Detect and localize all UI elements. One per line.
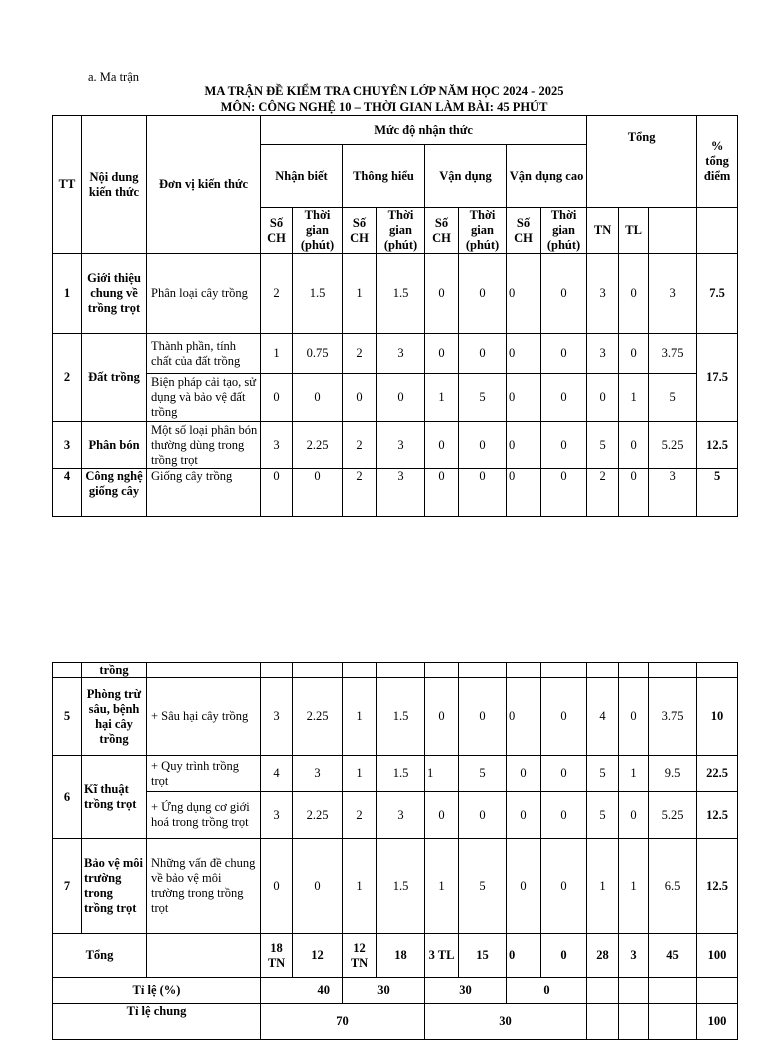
header-tg-th: Thời gian (phút) <box>377 208 425 254</box>
cell: 0 <box>619 469 649 517</box>
cell: 0 <box>541 334 587 374</box>
cell: 0 <box>261 469 293 517</box>
cell: 1 <box>343 756 377 792</box>
cell: 3 <box>293 756 343 792</box>
total-cell: 18 <box>377 934 425 978</box>
total-pct: 100 <box>697 934 738 978</box>
row-pct: 12.5 <box>697 422 738 469</box>
row-tt: 1 <box>53 254 82 334</box>
total-cell: 28 <box>587 934 619 978</box>
table-row <box>53 469 738 517</box>
cell: 2 <box>587 469 619 517</box>
cell: 2.25 <box>293 792 343 839</box>
cell: 5 <box>459 756 507 792</box>
ratio-cell: 30 <box>425 978 507 1004</box>
cell: 1 <box>425 756 459 792</box>
cell: 0 <box>459 422 507 469</box>
cell: 2 <box>343 334 377 374</box>
cell: 0 <box>541 254 587 334</box>
row-noidung-carry: trồng <box>82 663 147 678</box>
header-tg-vd: Thời gian (phút) <box>459 208 507 254</box>
cell: 3.75 <box>649 678 697 756</box>
cell: 5.25 <box>649 422 697 469</box>
cell: 3 <box>649 254 697 334</box>
row-noidung: Kĩ thuật trồng trọt <box>82 756 147 839</box>
page-title: MA TRẬN ĐỀ KIỂM TRA CHUYÊN LỚP NĂM HỌC 2024 - 2025 <box>204 84 564 98</box>
header-vandung: Vận dụng <box>425 145 507 208</box>
cell: 0 <box>541 839 587 934</box>
total-cell: 0 <box>541 934 587 978</box>
row-donvi: Một số loại phân bón thường dùng trong trồng trọt <box>147 422 261 469</box>
cell: 3 <box>587 254 619 334</box>
row-pct: 7.5 <box>697 254 738 334</box>
header-soch-vdc: Số CH <box>507 208 541 254</box>
cell: 0 <box>293 374 343 422</box>
cell: 0 <box>619 792 649 839</box>
table-row <box>53 839 738 934</box>
cell: 0 <box>459 678 507 756</box>
header-donvi: Đơn vị kiến thức <box>147 116 261 254</box>
header-tong <box>587 116 697 208</box>
cell: 2 <box>343 422 377 469</box>
row-noidung: Đất trồng <box>82 334 147 422</box>
ratio-cell: 0 <box>507 978 587 1004</box>
table-row <box>53 374 738 422</box>
total-cell: 3 TL <box>425 934 459 978</box>
cell: 0 <box>261 374 293 422</box>
cell: 2 <box>343 469 377 517</box>
row-tt: 6 <box>53 756 82 839</box>
cell: 5.25 <box>649 792 697 839</box>
cell: 1 <box>343 678 377 756</box>
cell: 1 <box>587 839 619 934</box>
cell: 4 <box>261 756 293 792</box>
cell <box>619 978 649 1004</box>
table-row <box>53 422 738 469</box>
cell: 0 <box>425 792 459 839</box>
cell: 0 <box>459 792 507 839</box>
cell: 0 <box>619 422 649 469</box>
cell: 3 <box>377 469 425 517</box>
cell <box>697 663 738 678</box>
cell: 0 <box>507 422 541 469</box>
cell: 3 <box>261 792 293 839</box>
cell: 0 <box>619 334 649 374</box>
cell: 0 <box>293 469 343 517</box>
cell <box>459 663 507 678</box>
ratio-cell: 30 <box>343 978 425 1004</box>
row-tt: 5 <box>53 678 82 756</box>
row-tt: 7 <box>53 839 82 934</box>
header-pct: % tổng điểm <box>697 116 738 208</box>
cell: 0 <box>541 374 587 422</box>
row-donvi: Thành phần, tính chất của đất trồng <box>147 334 261 374</box>
cell: 1.5 <box>377 756 425 792</box>
row-donvi: + Ứng dụng cơ giới hoá trong trồng trọt <box>147 792 261 839</box>
header-tong-label: Tổng <box>627 130 656 144</box>
total-cell: 45 <box>649 934 697 978</box>
cell <box>147 934 261 978</box>
overall-ratio-row <box>53 1004 738 1040</box>
cell: 1 <box>261 334 293 374</box>
cell: 1 <box>619 839 649 934</box>
matrix-table-part1 <box>52 115 738 517</box>
total-cell: 12 TN <box>343 934 377 978</box>
table-row <box>53 334 738 374</box>
cell <box>587 663 619 678</box>
cell <box>293 663 343 678</box>
cell: 0 <box>507 254 541 334</box>
header-tg-nb: Thời gian (phút) <box>293 208 343 254</box>
row-pct: 17.5 <box>697 334 738 422</box>
cell: 0 <box>261 839 293 934</box>
row-pct: 12.5 <box>697 792 738 839</box>
cell: 0 <box>541 469 587 517</box>
cell: 1.5 <box>293 254 343 334</box>
cell: 0 <box>541 678 587 756</box>
cell: 0 <box>507 374 541 422</box>
row-donvi: Biện pháp cải tạo, sử dụng và bảo vệ đất trồng <box>147 374 261 422</box>
header-soch-th: Số CH <box>343 208 377 254</box>
cell <box>649 663 697 678</box>
cell: 0 <box>541 792 587 839</box>
cell: 0 <box>459 469 507 517</box>
cell: 0 <box>425 422 459 469</box>
total-cell: 12 <box>293 934 343 978</box>
ratio-row <box>53 978 738 1004</box>
cell: 0 <box>619 678 649 756</box>
row-donvi: + Sâu hại cây trồng <box>147 678 261 756</box>
cell: 0 <box>541 422 587 469</box>
header-tl: TL <box>619 208 649 254</box>
cell: 2.25 <box>293 678 343 756</box>
cell: 0 <box>587 374 619 422</box>
cell: 0 <box>459 334 507 374</box>
header-tt: TT <box>53 116 82 254</box>
row-noidung: Bảo vệ môi trường trong trồng trọt <box>82 839 147 934</box>
cell <box>649 978 697 1004</box>
cell: 1 <box>425 374 459 422</box>
total-row <box>53 934 738 978</box>
cell: 1 <box>619 756 649 792</box>
cell: 3 <box>377 334 425 374</box>
cell: 5 <box>649 374 697 422</box>
header-noidung: Nội dung kiến thức <box>82 116 147 254</box>
cell: 0 <box>619 254 649 334</box>
section-label: a. Ma trận <box>88 70 140 84</box>
cell: 0.75 <box>293 334 343 374</box>
cell <box>343 663 377 678</box>
cell <box>507 663 541 678</box>
cell: 5 <box>587 756 619 792</box>
ratio-cell: 40 <box>261 978 343 1004</box>
cell: 3 <box>649 469 697 517</box>
row-pct: 22.5 <box>697 756 738 792</box>
table-row <box>53 678 738 756</box>
row-donvi: Phân loại cây trồng <box>147 254 261 334</box>
row-noidung: Phân bón <box>82 422 147 469</box>
overall-ratio-label: Tỉ lệ chung <box>53 1004 261 1040</box>
ratio-label: Tỉ lệ (%) <box>53 978 261 1004</box>
row-pct: 10 <box>697 678 738 756</box>
table-row <box>53 756 738 792</box>
cell: 1 <box>425 839 459 934</box>
cell <box>587 978 619 1004</box>
cell: 0 <box>507 678 541 756</box>
page-subtitle: MÔN: CÔNG NGHỆ 10 – THỜI GIAN LÀM BÀI: 45 PHÚT <box>220 100 548 114</box>
row-pct: 12.5 <box>697 839 738 934</box>
row-tt: 3 <box>53 422 82 469</box>
header-soch-vd: Số CH <box>425 208 459 254</box>
cell: 2.25 <box>293 422 343 469</box>
overall-ratio-cell: 70 <box>261 1004 425 1040</box>
cell: 5 <box>459 839 507 934</box>
cell: 0 <box>293 839 343 934</box>
cell: 0 <box>425 678 459 756</box>
cell: 0 <box>507 839 541 934</box>
cell <box>649 1004 697 1040</box>
overall-ratio-pct: 100 <box>697 1004 738 1040</box>
cell: 3 <box>377 792 425 839</box>
cell: 2 <box>261 254 293 334</box>
row-noidung: Giới thiệu chung về trồng trọt <box>82 254 147 334</box>
cell: 0 <box>377 374 425 422</box>
cell: 1 <box>343 839 377 934</box>
cell <box>619 1004 649 1040</box>
cell: 9.5 <box>649 756 697 792</box>
cell: 1 <box>343 254 377 334</box>
cell: 0 <box>343 374 377 422</box>
header-thonghieu: Thông hiểu <box>343 145 425 208</box>
cell: 0 <box>425 334 459 374</box>
row-donvi: Những vấn đề chung về bảo vệ môi trường trong trồng trọt <box>147 839 261 934</box>
cell <box>377 663 425 678</box>
cell: 0 <box>507 334 541 374</box>
row-noidung: Phòng trừ sâu, bệnh hại cây trồng <box>82 678 147 756</box>
row-tt: 2 <box>53 334 82 422</box>
table-row <box>53 663 738 678</box>
header-nhanbiet: Nhận biết <box>261 145 343 208</box>
header-soch-nb: Số CH <box>261 208 293 254</box>
cell: 5 <box>587 422 619 469</box>
cell <box>53 663 82 678</box>
row-noidung: Công nghệ giống cây <box>82 469 147 517</box>
cell: 1 <box>619 374 649 422</box>
header-mucdo: Mức độ nhận thức <box>261 116 587 145</box>
cell: 0 <box>507 756 541 792</box>
cell <box>541 663 587 678</box>
cell: 5 <box>587 792 619 839</box>
cell <box>425 663 459 678</box>
table-row <box>53 792 738 839</box>
cell <box>619 663 649 678</box>
cell: 2 <box>343 792 377 839</box>
cell: 1.5 <box>377 678 425 756</box>
overall-ratio-cell: 30 <box>425 1004 587 1040</box>
header-tn: TN <box>587 208 619 254</box>
total-cell: 15 <box>459 934 507 978</box>
cell: 4 <box>587 678 619 756</box>
cell <box>587 1004 619 1040</box>
header-empty-1 <box>649 208 697 254</box>
total-cell: 0 <box>507 934 541 978</box>
cell: 1.5 <box>377 254 425 334</box>
cell: 3 <box>377 422 425 469</box>
cell: 3.75 <box>649 334 697 374</box>
cell: 0 <box>507 792 541 839</box>
cell: 0 <box>425 254 459 334</box>
cell: 0 <box>425 469 459 517</box>
cell: 0 <box>541 756 587 792</box>
total-cell: 3 <box>619 934 649 978</box>
table-row <box>53 254 738 334</box>
matrix-table-part2 <box>52 662 738 1040</box>
cell: 6.5 <box>649 839 697 934</box>
cell <box>697 978 738 1004</box>
cell: 3 <box>587 334 619 374</box>
cell: 3 <box>261 678 293 756</box>
cell: 1.5 <box>377 839 425 934</box>
cell: 5 <box>459 374 507 422</box>
header-empty-2 <box>697 208 738 254</box>
total-cell: 18 TN <box>261 934 293 978</box>
cell: 0 <box>507 469 541 517</box>
cell: 0 <box>459 254 507 334</box>
header-vandungcao: Vận dụng cao <box>507 145 587 208</box>
header-tg-vdc: Thời gian (phút) <box>541 208 587 254</box>
row-donvi: Giống cây trồng <box>147 469 261 517</box>
cell <box>147 663 261 678</box>
cell <box>261 663 293 678</box>
cell: 3 <box>261 422 293 469</box>
total-label: Tổng <box>53 934 147 978</box>
row-donvi: + Quy trình trồng trọt <box>147 756 261 792</box>
row-pct: 5 <box>697 469 738 517</box>
row-tt: 4 <box>53 469 82 517</box>
